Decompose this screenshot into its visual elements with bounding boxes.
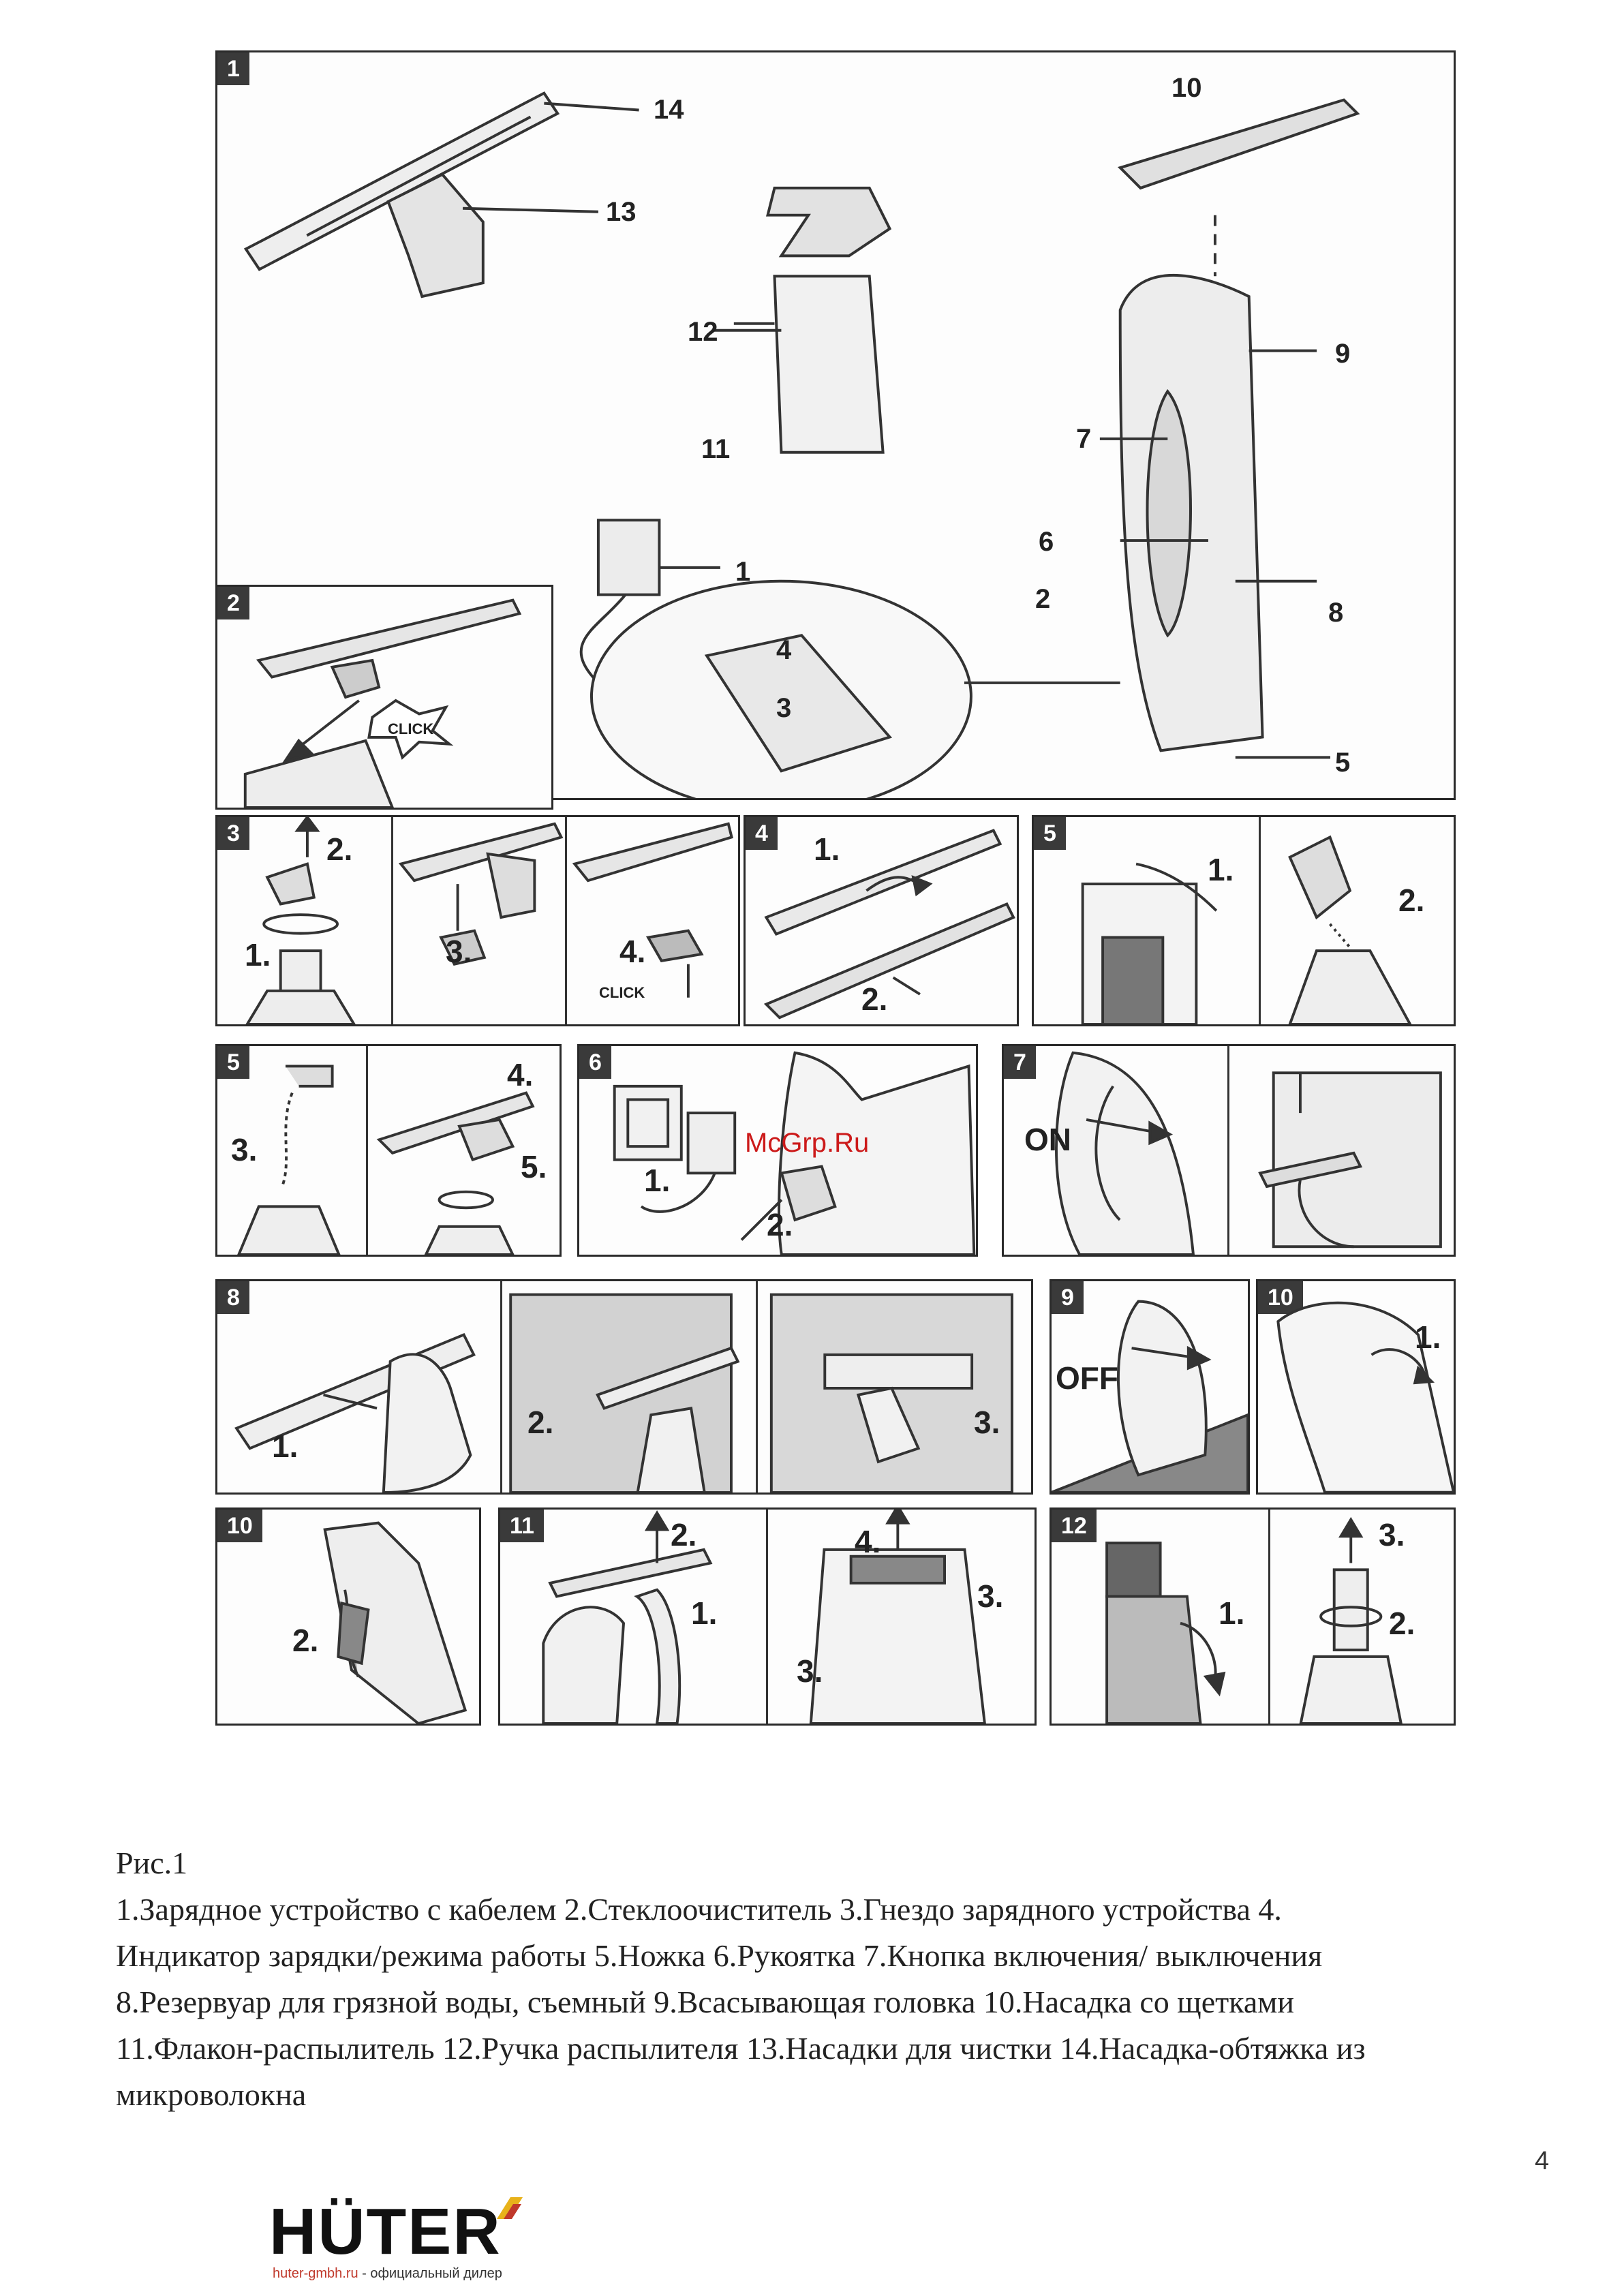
step-1: 1. — [245, 937, 271, 973]
step-5: 5. — [521, 1149, 547, 1184]
panel-number: 7 — [1004, 1046, 1036, 1079]
brush-head-attach-drawing — [217, 587, 551, 808]
step-2: 2. — [1398, 883, 1425, 918]
callout-6: 6 — [1039, 527, 1054, 557]
power-on-drawing — [1004, 1046, 1454, 1255]
callout-12: 12 — [688, 317, 718, 347]
figure-panel-10a — [1256, 1279, 1456, 1495]
caption-line: 1.Зарядное устройство с кабелем 2.Стеклоочиститель 3.Гнездо зарядного устройства 4. — [116, 1892, 1282, 1927]
huter-logo — [269, 2194, 502, 2269]
tank-removal-drawing — [500, 1510, 1035, 1724]
figure-label: Рис.1 — [116, 1846, 188, 1880]
panel-number: 2 — [217, 587, 249, 619]
figure-panel-11 — [498, 1507, 1037, 1726]
callout-5: 5 — [1335, 748, 1351, 778]
figure-panel-10b — [215, 1507, 481, 1726]
on-label: ON — [1024, 1122, 1071, 1157]
step-3: 3. — [977, 1578, 1004, 1614]
cleaning-steps-drawing — [217, 1281, 1031, 1493]
step-3: 3. — [974, 1405, 1000, 1440]
logo-accent-icon — [494, 2194, 525, 2222]
page-number: 4 — [1535, 2147, 1550, 2175]
callout-13: 13 — [606, 197, 637, 227]
step-2: 2. — [767, 1207, 793, 1242]
step-1: 1. — [814, 831, 840, 867]
panel-number: 4 — [746, 817, 778, 850]
panel-number: 5 — [217, 1046, 249, 1079]
logo-brand: HÜTER — [269, 2195, 502, 2268]
callout-7: 7 — [1076, 424, 1092, 454]
panel-number: 3 — [217, 817, 249, 850]
callout-2: 2 — [1035, 584, 1051, 614]
figure-panel-5b — [215, 1044, 562, 1257]
figure-caption — [116, 1840, 1547, 2118]
step-3: 3. — [797, 1653, 823, 1689]
figure-panel-8 — [215, 1279, 1033, 1495]
panel-number: 6 — [579, 1046, 611, 1079]
panel-number: 12 — [1052, 1510, 1097, 1542]
figure-panel-3 — [215, 815, 740, 1026]
figure-panel-4 — [744, 815, 1019, 1026]
panel-number: 10 — [1258, 1281, 1303, 1314]
click-label: CLICK — [388, 720, 434, 737]
dealer-text: - официальный дилер — [358, 2266, 502, 2281]
brush-release-drawing — [1258, 1281, 1454, 1493]
step-3: 3. — [446, 934, 472, 969]
caption-line: 8.Резервуар для грязной воды, съемный 9.Всасывающая головка 10.Насадка со щетками — [116, 1985, 1295, 2019]
step-2: 2. — [326, 831, 353, 867]
caption-line: микроволокна — [116, 2077, 307, 2112]
step-1: 1. — [1415, 1319, 1441, 1355]
panel-number: 9 — [1052, 1281, 1084, 1314]
panel-number: 11 — [500, 1510, 544, 1542]
figure-panel-12 — [1050, 1507, 1456, 1726]
step-2: 2. — [292, 1623, 319, 1658]
click-label: CLICK — [599, 984, 645, 1001]
figure-panel-2 — [215, 585, 553, 810]
step-1: 1. — [1219, 1595, 1245, 1631]
spray-bottle-assembly-drawing — [217, 817, 738, 1024]
step-4: 4. — [507, 1057, 534, 1092]
caption-line: Индикатор зарядки/режима работы 5.Ножка 6.Рукоятка 7.Кнопка включения/ выключения — [116, 1938, 1323, 1973]
callout-9: 9 — [1335, 339, 1351, 369]
figure-panel-9 — [1050, 1279, 1250, 1495]
panel-number: 10 — [217, 1510, 262, 1542]
step-4: 4. — [855, 1524, 881, 1559]
step-3: 3. — [1379, 1517, 1405, 1552]
callout-11: 11 — [701, 434, 731, 464]
step-1: 1. — [644, 1163, 671, 1198]
watermark: McGrp.Ru — [745, 1128, 870, 1158]
off-label: OFF — [1056, 1360, 1118, 1396]
figure-panel-5a — [1032, 815, 1456, 1026]
step-1: 1. — [1208, 852, 1234, 887]
step-1: 1. — [691, 1595, 718, 1631]
caption-line: 11.Флакон-распылитель 12.Ручка распылителя 13.Насадки для чистки 14.Насадка-обтяжка из — [116, 2031, 1366, 2066]
step-2: 2. — [1389, 1606, 1415, 1641]
callout-14: 14 — [654, 95, 684, 125]
step-2: 2. — [671, 1517, 697, 1552]
callout-4: 4 — [776, 635, 792, 665]
dealer-site-link[interactable]: huter-gmbh.ru — [273, 2266, 358, 2281]
detergent-refill-drawing — [1034, 817, 1454, 1024]
callout-1: 1 — [735, 557, 751, 587]
step-4: 4. — [619, 934, 646, 969]
step-1: 1. — [272, 1428, 298, 1464]
callout-3: 3 — [776, 693, 792, 723]
figure-panel-7 — [1002, 1044, 1456, 1257]
dealer-line — [273, 2266, 502, 2282]
panel-number: 1 — [217, 52, 249, 85]
panel-number: 5 — [1034, 817, 1066, 850]
callout-10: 10 — [1171, 73, 1202, 103]
step-2: 2. — [527, 1405, 554, 1440]
step-2: 2. — [861, 981, 888, 1017]
callout-8: 8 — [1328, 598, 1344, 628]
panel-number: 8 — [217, 1281, 249, 1314]
step-3: 3. — [231, 1132, 258, 1167]
brush-clean-drawing — [217, 1510, 479, 1724]
